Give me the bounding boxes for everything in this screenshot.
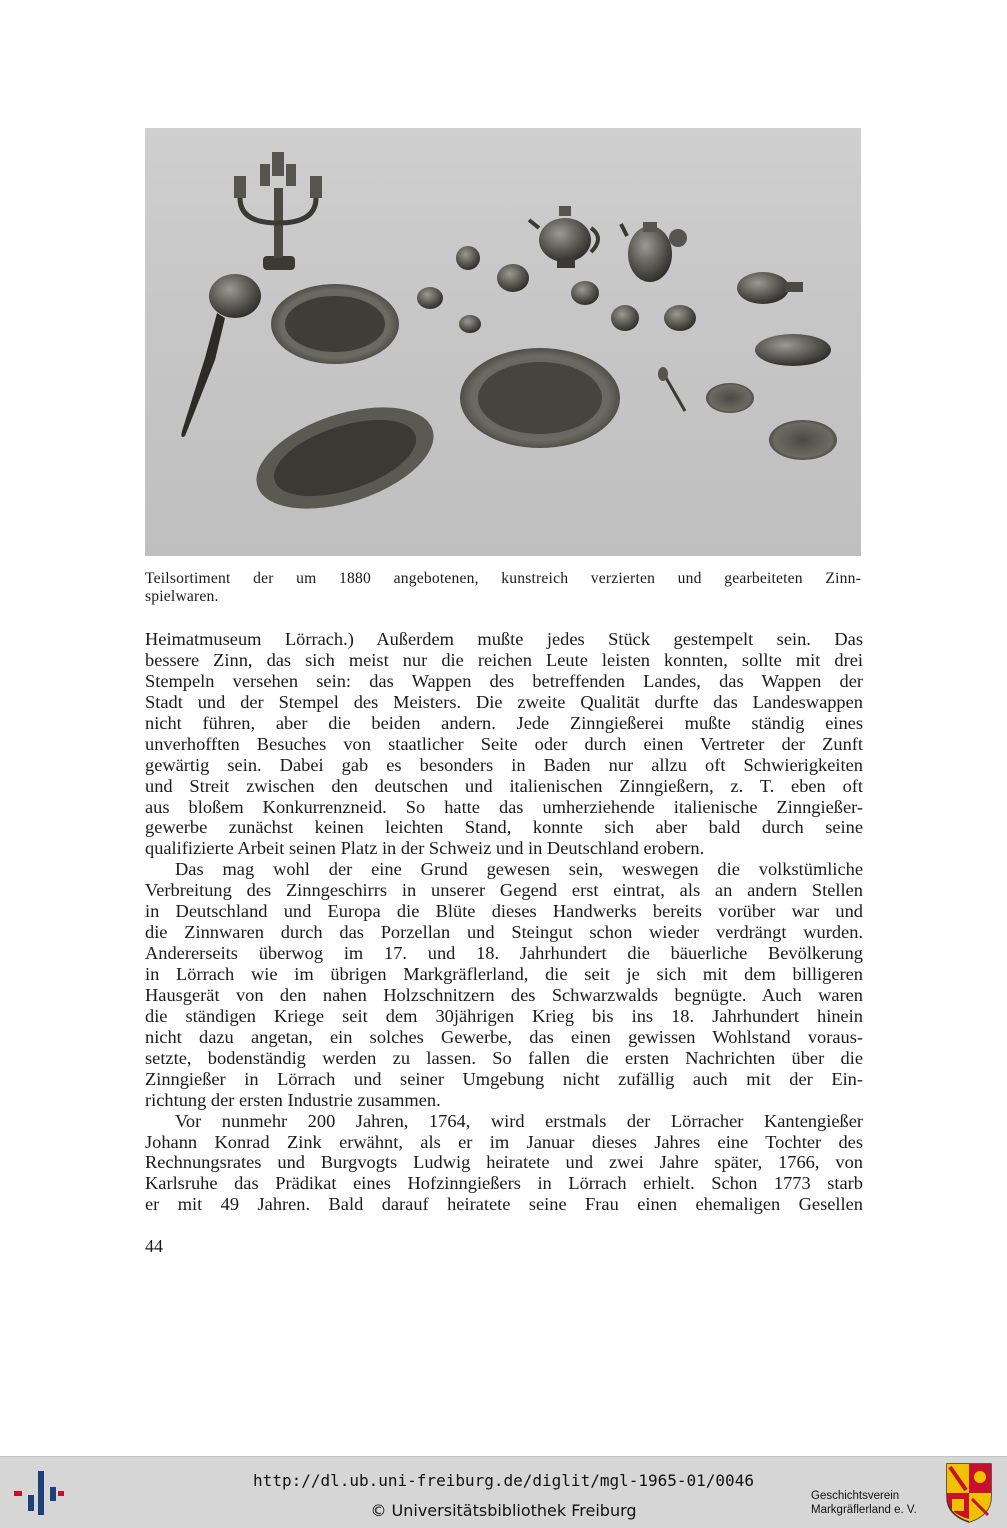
text-line: Hausgerät von den nahen Holzschnitzern des Schwarzwalds begnügte. Auch waren	[145, 984, 863, 1005]
text-line: setzte, bodenständig werden zu lassen. So fallen die ersten Nachrichten über die	[145, 1047, 863, 1068]
text-line: Heimatmuseum Lörrach.) Außerdem mußte jedes Stück gestempelt sein. Das	[145, 629, 863, 649]
society-name	[811, 1489, 917, 1517]
text-line: er mit 49 Jahren. Bald darauf heiratete seine Frau einen ehemaligen Gesellen	[145, 1194, 863, 1215]
text-line: gewärtig sein. Dabei gab es besonders in Baden nur allzu oft Schwierigkeiten	[145, 754, 863, 775]
text-line: Andererseits überwog im 17. und 18. Jahrhundert die bäuerliche Bevölkerung	[145, 943, 863, 964]
lidded-dish	[737, 272, 789, 304]
text-line: richtung der ersten Industrie zusammen.	[145, 1089, 441, 1110]
body-text	[145, 629, 863, 1215]
coffeepot-figure	[621, 222, 687, 282]
text-line: qualifizierte Arbeit seinen Platz in der Schweiz und in Deutschland erobern.	[145, 838, 705, 859]
cup	[417, 287, 443, 309]
small-creamer	[497, 264, 529, 292]
text-line: in Lörrach wie im übrigen Markgräflerland, die seit je sich mit dem billigeren	[145, 964, 863, 984]
text-line: Johann Konrad Zink erwähnt, als er im Januar dieses Jahres eine Tochter des	[145, 1131, 863, 1152]
text-line: bessere Zinn, das sich meist nur die reichen Leute leisten konnten, sollte mit drei	[145, 649, 863, 670]
text-line: Das mag wohl der eine Grund gewesen sein, weswegen die volkstümliche	[175, 859, 863, 880]
text-line: nicht führen, aber die beiden andern. Jede Zinngießerei mußte ständig eines	[145, 712, 863, 733]
small-pitcher	[456, 246, 480, 270]
text-line: in Deutschland und Europa die Blüte dieses Handwerks bereits vorüber war und	[145, 901, 863, 922]
society-line: Markgräflerland e. V.	[811, 1504, 917, 1516]
text-line: Stempeln versehen sein: das Wappen des betreffenden Landes, das Wappen der	[145, 670, 863, 691]
candelabra-figure	[234, 152, 322, 270]
saucer	[706, 383, 754, 413]
caption-line: spielwaren.	[145, 588, 219, 605]
spoon	[665, 376, 685, 411]
oval-basket	[755, 334, 831, 366]
saucer	[769, 420, 837, 460]
caption-line: Teilsortiment der um 1880 angebotenen, kunstreich verzierten und gearbeiteten Zinn-	[145, 570, 861, 587]
text-line: Verbreitung des Zinngeschirrs in unserer Gegend erst eintrat, als an andern Stellen	[145, 880, 863, 901]
text-line: Rechnungsrates und Burgvogts Ludwig heiratete und zwei Jahre später, 1766, von	[145, 1152, 863, 1173]
text-line: nicht dazu angetan, ein solches Gewerbe, das einen gewissen Wohlstand voraus-	[145, 1026, 863, 1047]
text-line: die ständigen Kriege seit dem 30jährigen Krieg bis ins 18. Jahrhundert hinein	[145, 1005, 863, 1026]
text-line: die Zinnwaren durch das Porzellan und Steingut schon wieder verdrängt wurden.	[145, 922, 863, 943]
text-line: Vor nunmehr 200 Jahren, 1764, wird erstmals der Lörracher Kantengießer	[175, 1110, 863, 1131]
copyright-text: © Universitätsbibliothek Freiburg	[370, 1501, 637, 1520]
figure-caption	[145, 570, 861, 606]
page-number: 44	[145, 1236, 163, 1256]
text-line: aus bloßem Konkurrenzneid. So hatte das umherziehende italienische Zinngießer-	[145, 796, 863, 817]
pewter-toys-photo	[145, 128, 861, 556]
cup	[664, 305, 696, 331]
text-line: gewerbe zunächst keinen leichten Stand, konnte sich aber bald durch seine	[145, 817, 863, 838]
ladle-figure	[181, 274, 261, 437]
text-line: unverhofften Besuches von staatlicher Seite oder durch einen Vertreter der Zunft	[145, 733, 863, 754]
society-line: Geschichtsverein	[811, 1490, 900, 1502]
text-line: Zinngießer in Lörrach und seiner Umgebung nicht zufällig auch mit der Ein-	[145, 1068, 863, 1089]
oval-platter	[244, 388, 446, 529]
text-line: Stadt und der Stempel des Meisters. Die zweite Qualität durfte das Landeswappen	[145, 691, 863, 712]
footer-bar	[0, 1456, 1007, 1528]
cup	[459, 315, 481, 333]
cup	[611, 305, 639, 331]
teapot-figure	[529, 206, 598, 268]
text-line: Karlsruhe das Prädikat eines Hofzinngießers in Lörrach erhielt. Schon 1773 starb	[145, 1173, 863, 1194]
document-url-link[interactable]: http://dl.ub.uni-freiburg.de/diglit/mgl-1965-01/0046	[253, 1471, 754, 1490]
cup	[571, 281, 599, 305]
text-line: und Streit zwischen den deutschen und italienischen Zinngießern, z. T. eben oft	[145, 775, 863, 796]
coat-of-arms-icon[interactable]	[946, 1463, 992, 1523]
